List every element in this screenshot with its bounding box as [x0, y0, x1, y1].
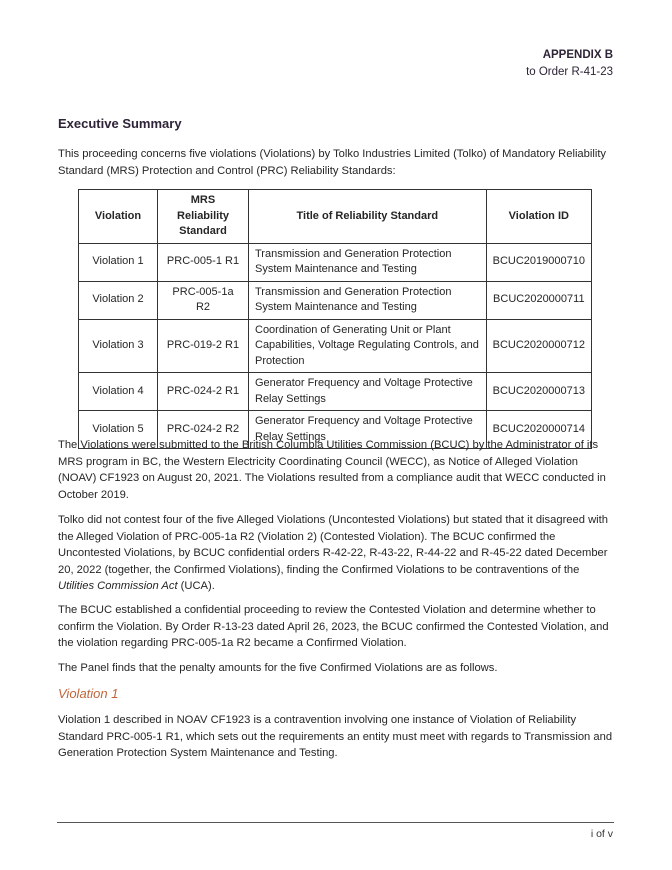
table-header-row	[79, 190, 592, 244]
cell-violation: Violation 3	[79, 319, 158, 373]
cell-standard: PRC-024-2 R2	[158, 411, 249, 449]
cell-violation-id: BCUC2020000712	[486, 319, 591, 373]
footer-rule	[57, 822, 614, 823]
table-row	[79, 319, 592, 373]
section-title: Executive Summary	[58, 116, 182, 131]
cell-title: Transmission and Generation Protection System Maintenance and Testing	[249, 243, 487, 281]
violation-1-paragraph: Violation 1 described in NOAV CF1923 is a contravention involving one instance of Violation of Reliability Standard PRC-005-1 R1, which sets out the requirements an entity must meet with regards to Transmission and Generation Protection System Maintenance and Testing.	[58, 714, 613, 760]
appendix-title: APPENDIX B	[542, 49, 613, 61]
column-header-violation: Violation	[79, 190, 158, 244]
cell-standard: PRC-005-1 R1	[158, 243, 249, 281]
cell-standard: PRC-019-2 R1	[158, 319, 249, 373]
violations-table	[78, 189, 592, 449]
table-row	[79, 243, 592, 281]
contest-paragraph	[58, 512, 618, 595]
cell-violation-id: BCUC2020000711	[486, 281, 591, 319]
submission-paragraph: The Violations were submitted to the British Columbia Utilities Commission (BCUC) by the Administrator of its MRS program in BC, the Western Electricity Coordinating Council (WECC), as Notice of Alleged Violation (NOAV) CF1923 on August 20, 2021. The Violations resulted from a compliance audit that WECC conducted in October 2019.	[58, 439, 606, 501]
table-row	[79, 281, 592, 319]
appendix-subtitle: to Order R-41-23	[526, 66, 613, 78]
proceeding-paragraph: The BCUC established a confidential proceeding to review the Contested Violation and determine whether to confirm the Violation. By Order R-13-23 dated April 26, 2023, the BCUC confirmed the Contested Violation, and the violation regarding PRC-005-1a R2 became a Confirmed Violation.	[58, 604, 609, 650]
appendix-header	[526, 47, 613, 81]
act-name: Utilities Commission Act	[58, 580, 178, 593]
contest-paragraph-end: (UCA).	[177, 580, 215, 593]
column-header-standard: MRS Reliability Standard	[158, 190, 249, 244]
cell-violation: Violation 2	[79, 281, 158, 319]
subsection-title: Violation 1	[58, 686, 119, 701]
cell-title: Generator Frequency and Voltage Protective Relay Settings	[249, 411, 487, 449]
cell-title: Transmission and Generation Protection System Maintenance and Testing	[249, 281, 487, 319]
cell-title: Coordination of Generating Unit or Plant Capabilities, Voltage Regulating Controls, and Protection	[249, 319, 487, 373]
table-row	[79, 373, 592, 411]
cell-violation-id: BCUC2019000710	[486, 243, 591, 281]
penalty-paragraph: The Panel finds that the penalty amounts for the five Confirmed Violations are as follows.	[58, 662, 498, 674]
page-number: i of v	[590, 828, 613, 840]
contest-paragraph-text: Tolko did not contest four of the five Alleged Violations (Uncontested Violations) but stated that it disagreed with the Alleged Violation of PRC-005-1a R2 (Violation 2) (Contested Violation). The BCUC confirmed the Uncontested Violations, by BCUC confidential orders R-42-22, R-43-22, R-44-22 and R-45-22 dated December 20, 2022 (together, the Confirmed Violations), finding the Confirmed Violations to be contraventions of the	[58, 514, 608, 576]
cell-title: Generator Frequency and Voltage Protective Relay Settings	[249, 373, 487, 411]
column-header-title: Title of Reliability Standard	[249, 190, 487, 244]
column-header-violation-id: Violation ID	[486, 190, 591, 244]
cell-violation: Violation 1	[79, 243, 158, 281]
cell-violation-id: BCUC2020000713	[486, 373, 591, 411]
cell-violation: Violation 5	[79, 411, 158, 449]
cell-standard: PRC-005-1a R2	[158, 281, 249, 319]
cell-standard: PRC-024-2 R1	[158, 373, 249, 411]
cell-violation-id: BCUC2020000714	[486, 411, 591, 449]
cell-violation: Violation 4	[79, 373, 158, 411]
intro-paragraph: This proceeding concerns five violations (Violations) by Tolko Industries Limited (Tolko) of Mandatory Reliability Standard (MRS) Protection and Control (PRC) Reliability Standards:	[58, 148, 607, 177]
